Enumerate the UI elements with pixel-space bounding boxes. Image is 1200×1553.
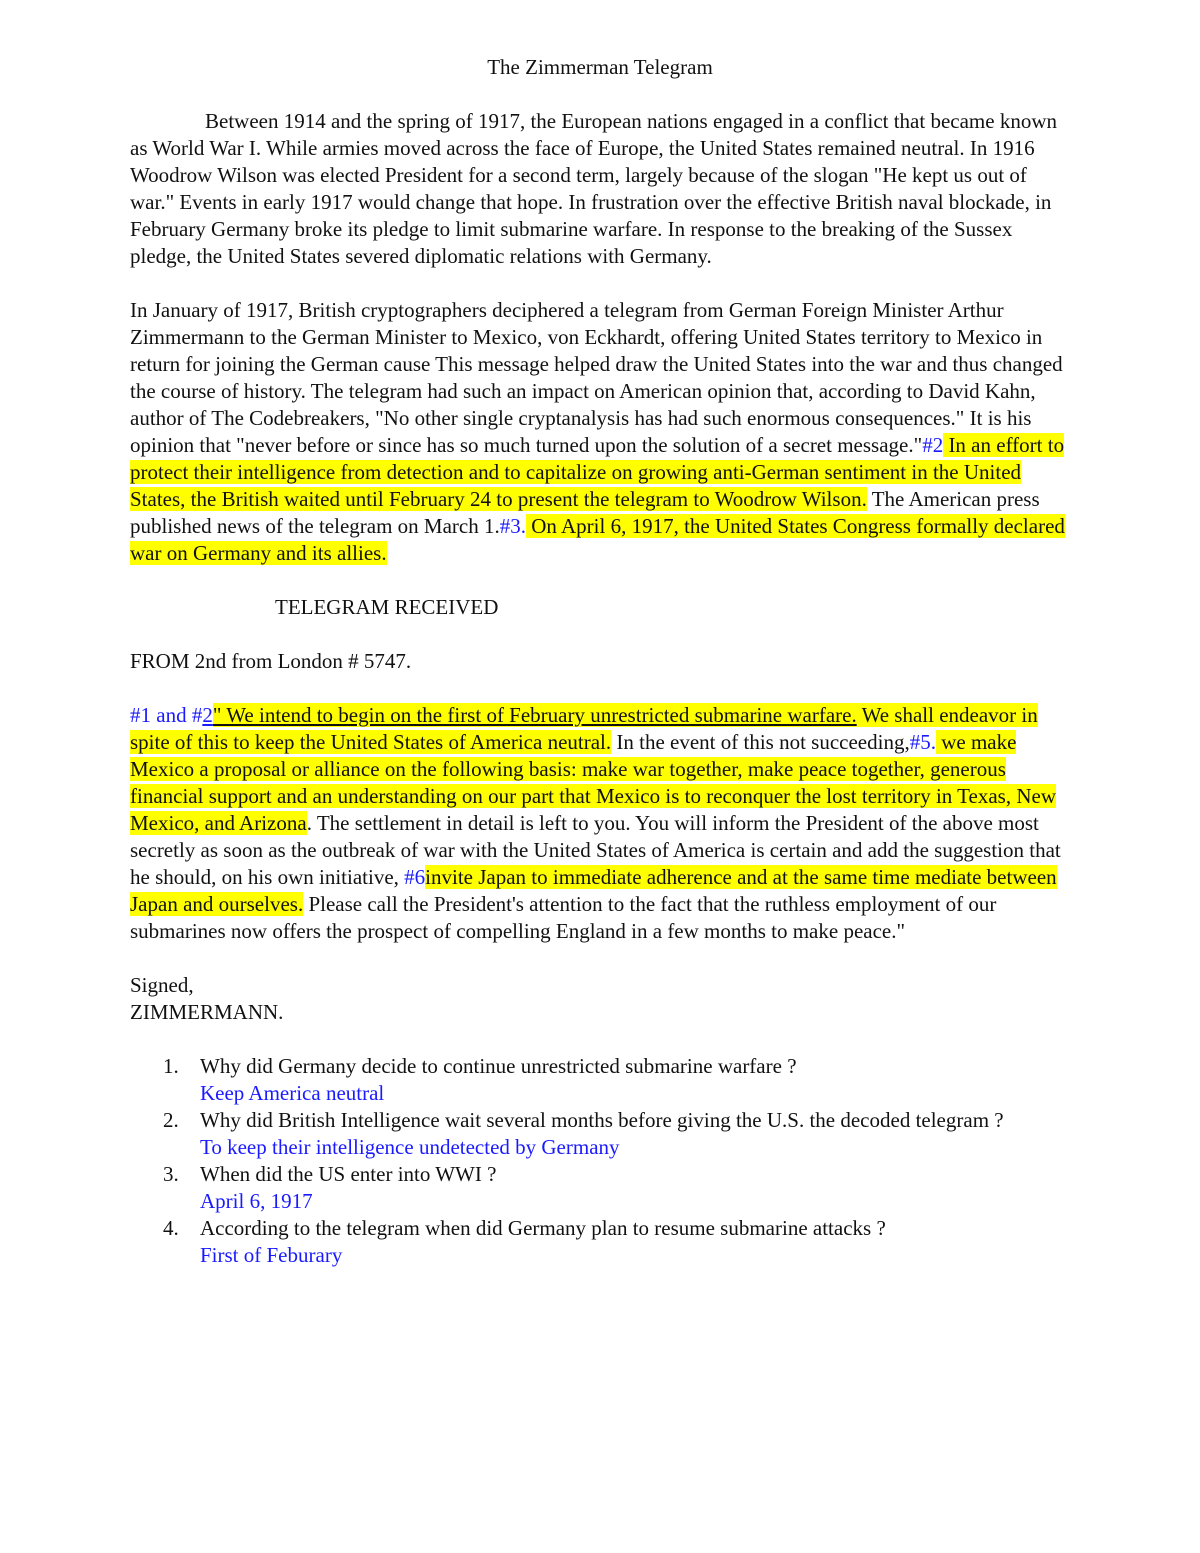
context-text: In January of 1917, British cryptographers deciphered a telegram from German Foreign Minister Arthur Zimmermann to the German Minister to Mexico, von Eckhardt, offering United States territory to Mexico in return for joining the German cause This message helped draw the United States into the war and thus changed the course of history. The telegram had such an impact on American opinion that, according to David Kahn, author of The Codebreakers, "No other single cryptanalysis has had such enormous consequences." It is his opinion that "never before or since has so much turned upon the solution of a secret message." [130,298,1063,457]
signed-label: Signed, [130,973,194,997]
question-text: Why did British Intelligence wait several months before giving the U.S. the decoded telegram ? [200,1108,1004,1132]
question-item [163,1053,1070,1107]
signature-block [130,972,1070,1026]
telegram-body [130,702,1070,945]
question-list [130,1053,1070,1269]
reference-marker: #3. [499,514,526,538]
telegram-from-line: FROM 2nd from London # 5747. [130,649,412,673]
question-number: 1. [163,1054,179,1078]
question-number: 4. [163,1216,179,1240]
highlighted-text: invite Japan to immediate adherence and at the same time mediate between Japan and ourselves. [130,865,1057,916]
document-content [130,54,1070,1269]
reference-marker: #6 [404,865,426,889]
highlighted-text: We shall endeavor in spite of this to keep the United States of America neutral. [130,703,1038,754]
question-text: When did the US enter into WWI ? [200,1162,497,1186]
intro-paragraph: Between 1914 and the spring of 1917, the European nations engaged in a conflict that became known as World War I. While armies moved across the face of Europe, the United States remained neutral. In 1916 Woodrow Wilson was elected President for a second term, largely because of the slogan "He kept us out of war." Events in early 1917 would change that hope. In frustration over the effective British naval blockade, in February Germany broke its pledge to limit submarine warfare. In response to the breaking of the Sussex pledge, the United States severed diplomatic relations with Germany. [130,109,1057,268]
question-number: 2. [163,1108,179,1132]
answer-text: April 6, 1917 [200,1189,313,1213]
question-text: Why did Germany decide to continue unrestricted submarine warfare ? [200,1054,797,1078]
answer-text: Keep America neutral [200,1081,385,1105]
reference-marker: #1 and # [130,703,203,727]
question-text: According to the telegram when did Germany plan to resume submarine attacks ? [200,1216,886,1240]
telegram-text: In the event of this not succeeding, [611,730,910,754]
telegram-text: . The settlement in detail is left to you. You will inform the President of the above most secretly as soon as the outbreak of war with the United States of America is certain and add the suggestion that he should, on his own initiative, [130,811,1061,889]
document-title: The Zimmerman Telegram [487,55,713,79]
answer-text: To keep their intelligence undetected by Germany [200,1135,620,1159]
telegram-text: Please call the President's attention to the fact that the ruthless employment of our submarines now offers the prospect of compelling England in a few months to make peace." [130,892,997,943]
telegram-heading: TELEGRAM RECEIVED [275,595,499,619]
question-item [163,1215,1070,1269]
context-paragraph [130,297,1070,567]
highlighted-text: On April 6, 1917, the United States Congress formally declared war on Germany and its allies. [130,514,1065,565]
reference-marker: #2 [922,433,944,457]
question-item [163,1107,1070,1161]
question-item [163,1161,1070,1215]
context-text: The American press published news of the telegram on March 1. [130,487,1040,538]
highlighted-underlined-text: " We intend to begin on the first of February unrestricted submarine warfare. [212,703,857,727]
answer-text: First of Feburary [200,1243,343,1267]
question-number: 3. [163,1162,179,1186]
reference-marker: 2 [202,703,213,727]
signer-name: ZIMMERMANN. [130,1000,284,1024]
reference-marker: #5. [909,730,936,754]
highlighted-text: we make Mexico a proposal or alliance on the following basis: make war together, make peace together, generous financial support and an understanding on our part that Mexico is to reconquer the lost territory in Texas, New Mexico, and Arizona [130,730,1056,835]
highlighted-text: In an effort to protect their intelligence from detection and to capitalize on growing anti-German sentiment in the United States, the British waited until February 24 to present the telegram to Woodrow Wilson. [130,433,1065,511]
